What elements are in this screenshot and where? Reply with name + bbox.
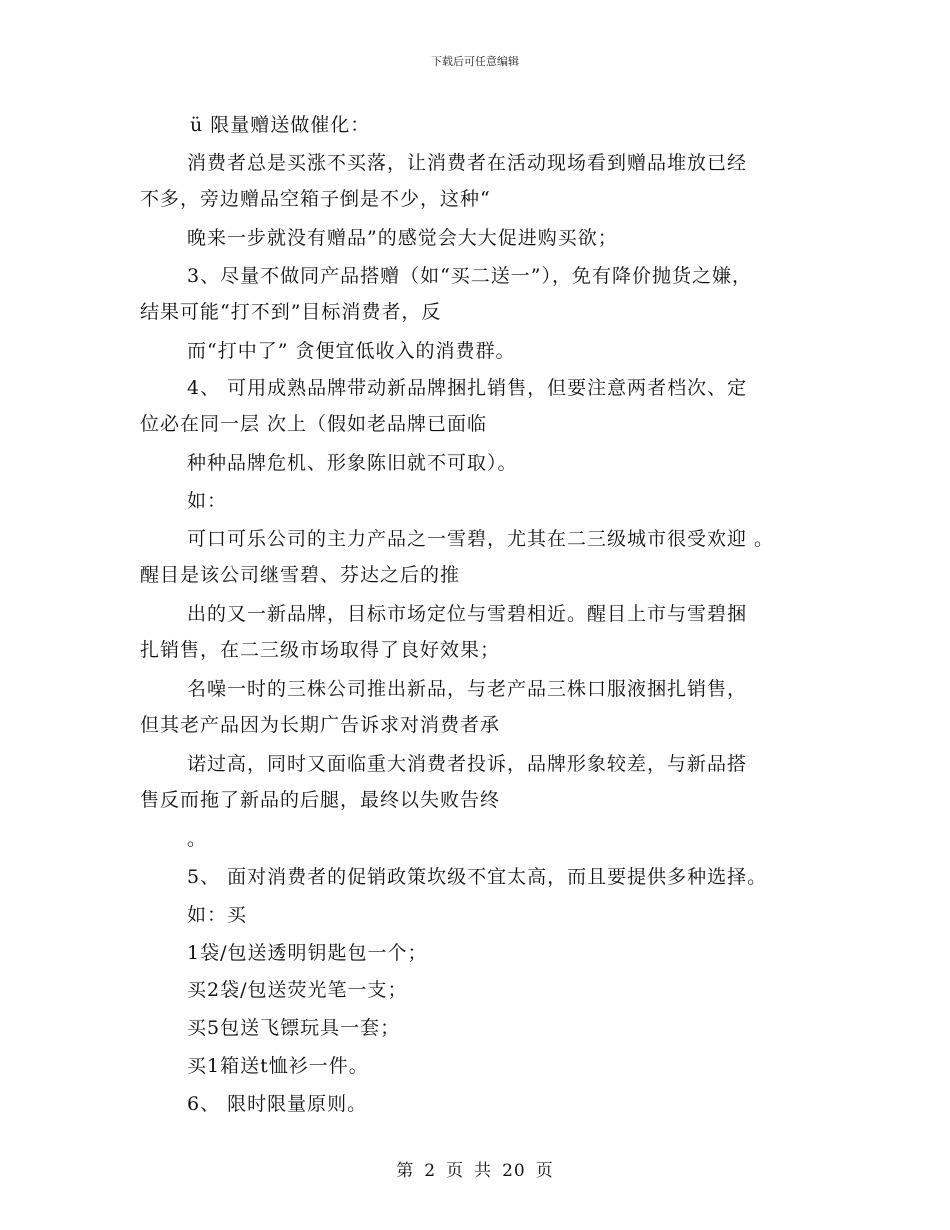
text-line: 种种品牌危机、形象陈旧就不可取）。 — [187, 452, 518, 474]
text-line: 诺过高，同时又面临重大消费者投诉，品牌形象较差，与新品搭 — [187, 753, 748, 775]
text-line: 买1箱送t恤衫一件。 — [187, 1055, 369, 1077]
text-line: 如： — [187, 490, 228, 512]
text-line: 5、 面对消费者的促销政策坎级不宜太高，而且要提供多种选择。 — [187, 866, 768, 888]
current-page-number: 2 — [424, 1161, 437, 1181]
text-line: 消费者总是买涨不买落，让消费者在活动现场看到赠品堆放已经 — [187, 152, 748, 174]
text-line: 如：买 — [187, 904, 248, 926]
text-line: 晚来一步就没有赠品”的感觉会大大促进购买欲； — [187, 227, 618, 249]
page-footer — [0, 1156, 950, 1181]
text-line: 结果可能“打不到”目标消费者，反 — [140, 301, 442, 323]
text-line: 但其老产品因为长期广告诉求对消费者承 — [140, 714, 501, 736]
total-unit: 页 — [535, 1161, 554, 1181]
page-unit: 页 — [446, 1161, 465, 1181]
text-line: 不多，旁边赠品空箱子倒是不少，这种“ — [140, 188, 491, 210]
text-line: 可口可乐公司的主力产品之一雪碧，尤其在二三级城市很受欢迎 。 — [187, 528, 775, 550]
text-line: 出的又一新品牌，目标市场定位与雪碧相近。醒目上市与雪碧捆 — [187, 603, 748, 625]
text-line: ü 限量赠送做催化： — [190, 114, 371, 136]
text-line: 6、 限时限量原则。 — [187, 1093, 368, 1115]
total-label: 共 — [474, 1161, 493, 1181]
text-line: 买5包送飞镖玩具一套； — [187, 1017, 401, 1039]
text-line: 名噪一时的三株公司推出新品，与老产品三株口服液捆扎销售， — [187, 678, 748, 700]
text-line: 而“打中了” 贪便宜低收入的消费群。 — [187, 340, 516, 362]
text-line: 。 — [187, 828, 208, 850]
text-line: 醒目是该公司继雪碧、芬达之后的推 — [140, 564, 461, 586]
text-line: 3、尽量不做同产品搭赠（如“买二送一”），免有降价抛货之嫌， — [187, 265, 753, 287]
text-line: 扎销售，在二三级市场取得了良好效果； — [140, 639, 501, 661]
text-line: 4、 可用成熟品牌带动新品牌捆扎销售，但要注意两者档次、定 — [187, 377, 748, 399]
total-pages-number: 20 — [502, 1161, 526, 1181]
page-label: 第 — [396, 1161, 415, 1181]
text-line: 位必在同一层 次上（假如老品牌已面临 — [140, 413, 488, 435]
page-header: 下载后可任意编辑 — [431, 55, 519, 68]
text-line: 售反而拖了新品的后腿，最终以失败告终 — [140, 789, 501, 811]
text-line: 买2袋/包送荧光笔一支； — [187, 979, 408, 1001]
text-line: 1袋/包送透明钥匙包一个； — [187, 942, 428, 964]
